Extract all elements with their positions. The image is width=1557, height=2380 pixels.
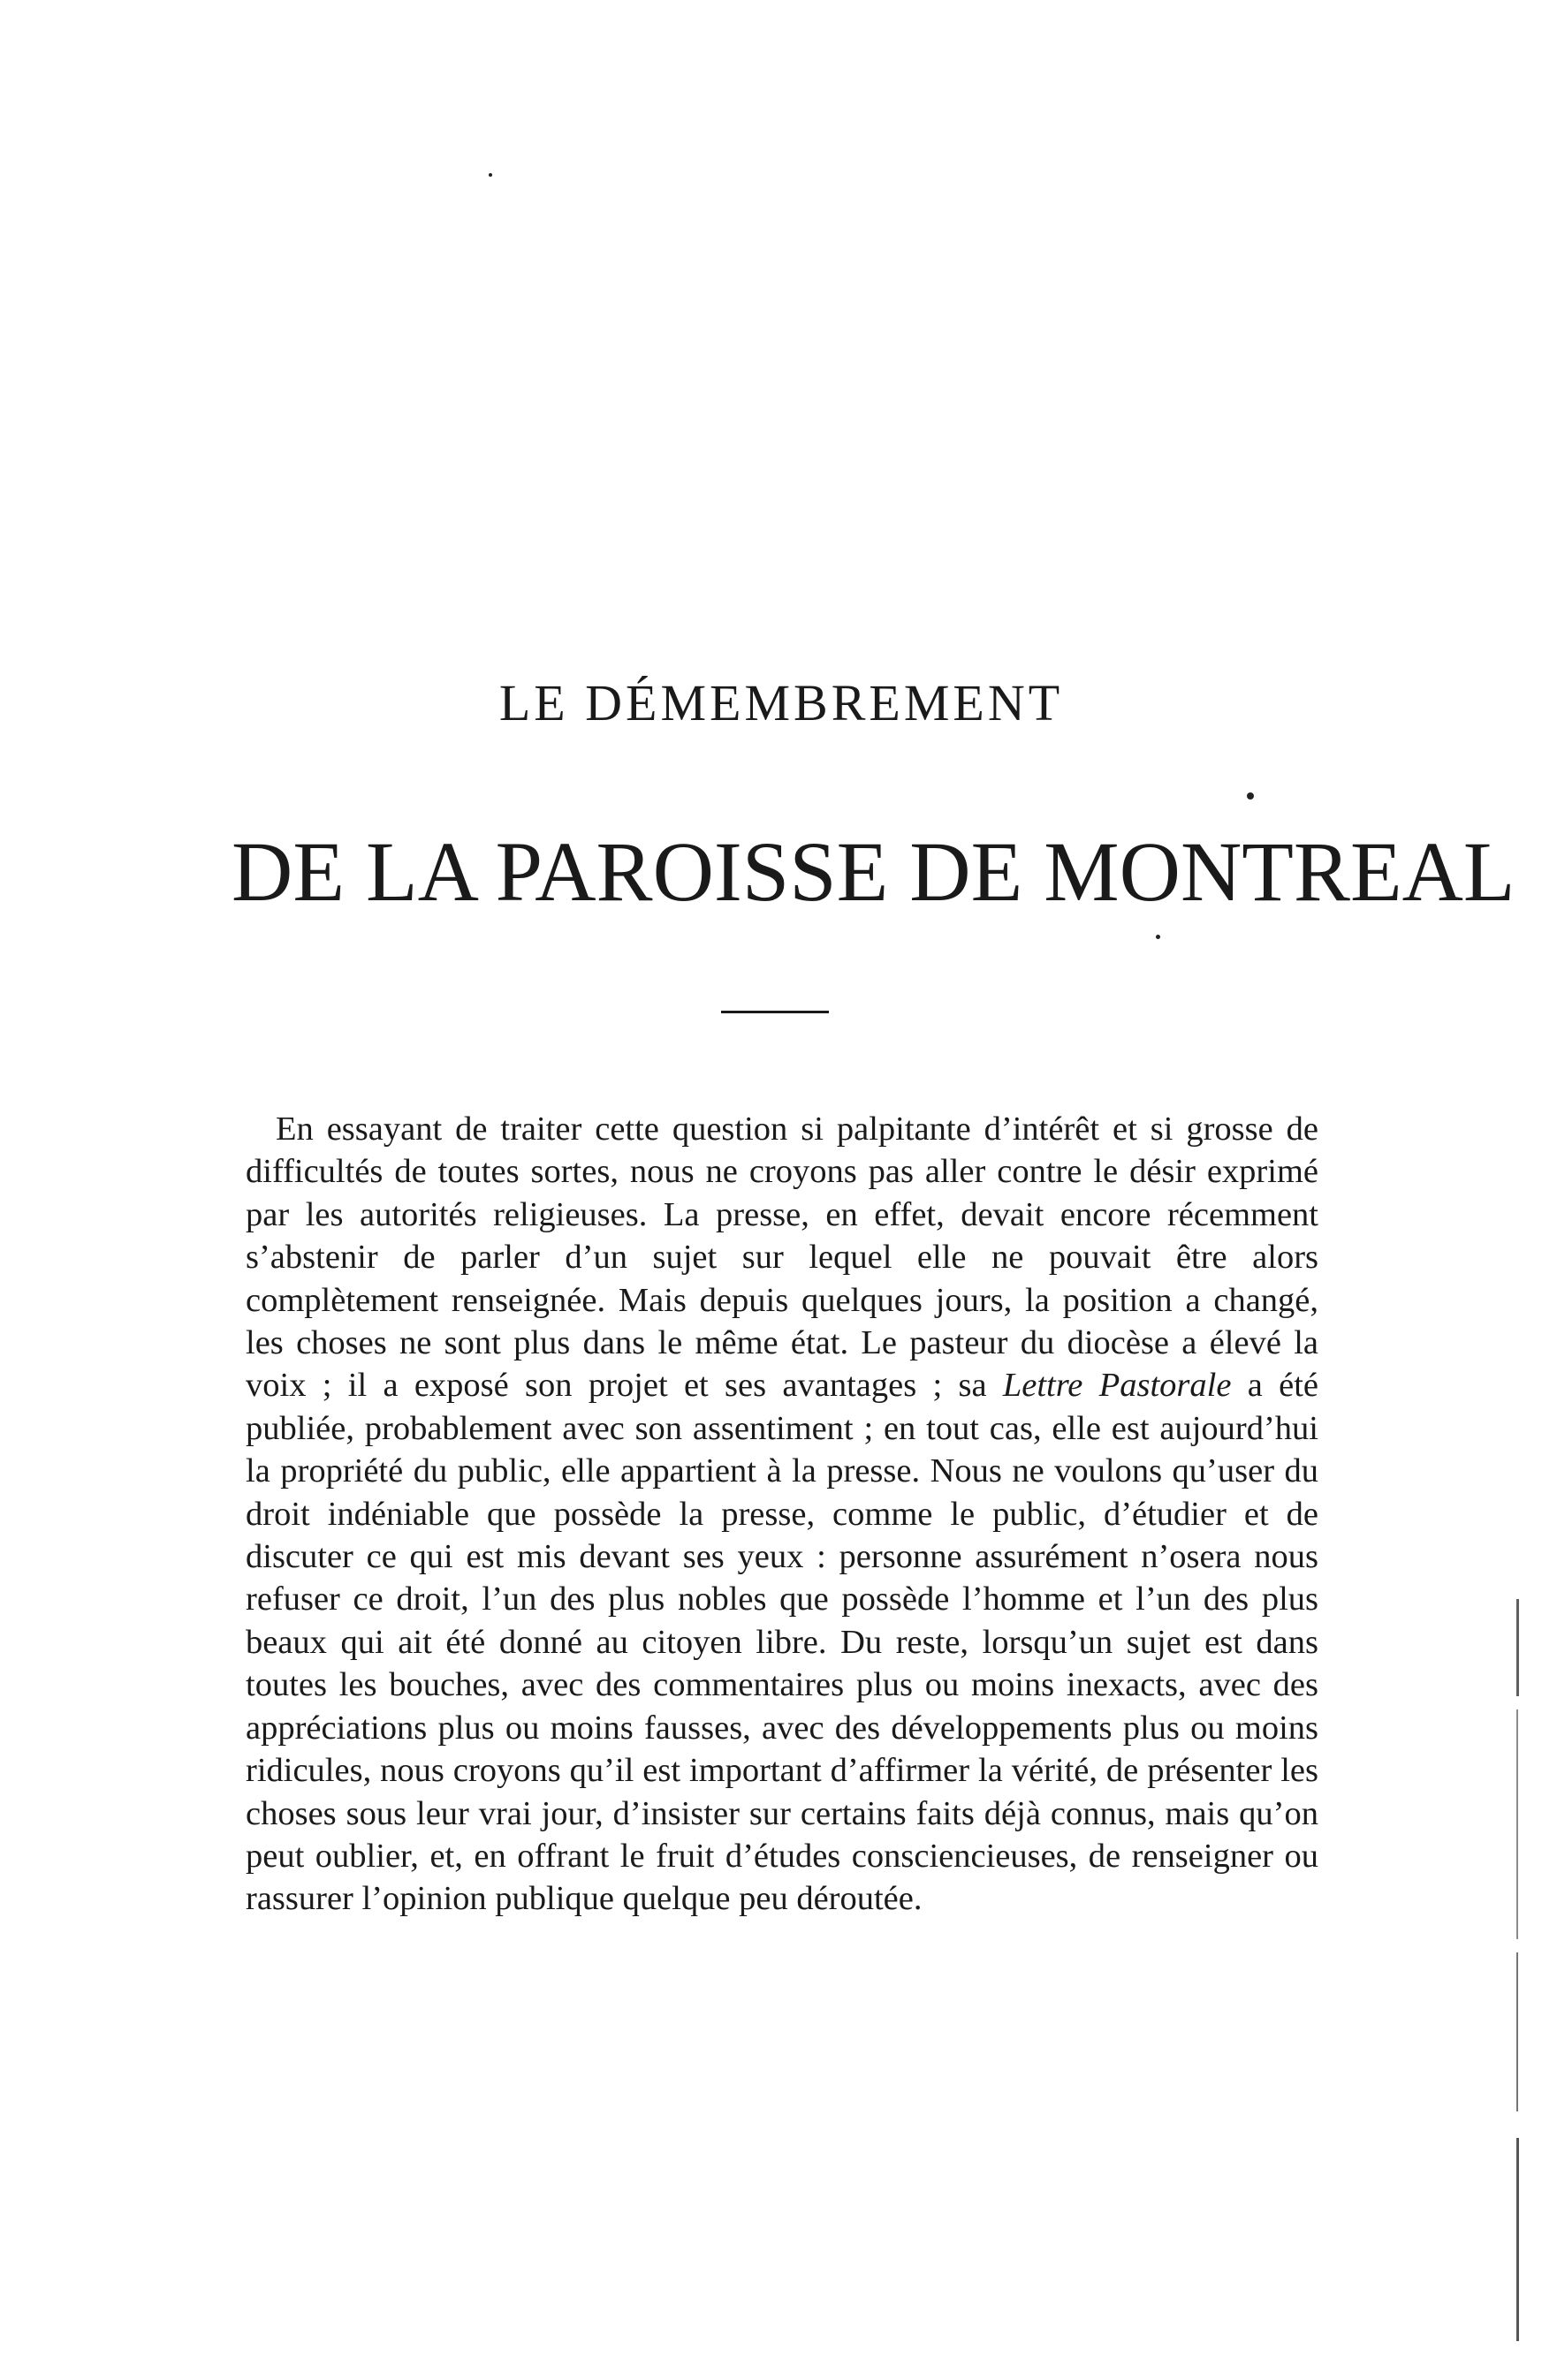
body-paragraph [246, 1108, 1318, 1921]
separator-rule [721, 1011, 829, 1013]
binding-edge-mark [1516, 2138, 1519, 2341]
ink-speck [1156, 935, 1160, 939]
italic-title: Lettre Pastorale [1002, 1367, 1232, 1405]
paragraph-text-start: En essayant de traiter cette question si palpitante d’intérêt et si grosse de difficultés de toutes sortes, nous ne croyons pas aller contre le désir exprimé par les autorités religieuses. La presse, en effet, devait encore récemment s’abstenir de parler d’un sujet sur lequel elle ne pouvait être alors complètement renseignée. Mais depuis quelques jours, la position a changé, les choses ne sont plus dans le même état. Le pasteur du diocèse a élevé la voix ; il a exposé son projet et ses avantages ; sa [246, 1110, 1318, 1405]
binding-edge-mark [1516, 1599, 1519, 1696]
title-line-1: LE DÉMEMBREMENT [498, 674, 1064, 731]
paragraph-text-end: a été publiée, probablement avec son assentiment ; en tout cas, elle est aujourd’hui la propriété du public, elle appartient à la presse. Nous ne voulons qu’user du droit indéniable que possède la presse, comme le public, d’étudier et de discuter ce qui est mis devant ses yeux : personne assurément n’osera nous refuser ce droit, l’un des plus nobles que possède l’homme et l’un des plus beaux qui ait été donné au citoyen libre. Du reste, lorsqu’un sujet est dans toutes les bouches, avec des commentaires plus ou moins inexacts, avec des appréciations plus ou moins fausses, avec des développements plus ou moins ridicules, nous croyons qu’il est important d’affirmer la vérité, de présenter les choses sous leur vrai jour, d’insister sur certains faits déjà connus, mais qu’on peut oublier, et, en offrant le fruit d’études consciencieuses, de renseigner ou rassurer l’opinion publique quelque peu déroutée. [246, 1367, 1318, 1918]
binding-edge-mark [1516, 1709, 1518, 1939]
title-line-2: DE LA PAROISSE DE MONTREAL [232, 824, 1515, 919]
binding-edge-mark [1516, 1952, 1518, 2111]
ink-speck [489, 173, 492, 177]
ink-speck [1247, 792, 1254, 800]
